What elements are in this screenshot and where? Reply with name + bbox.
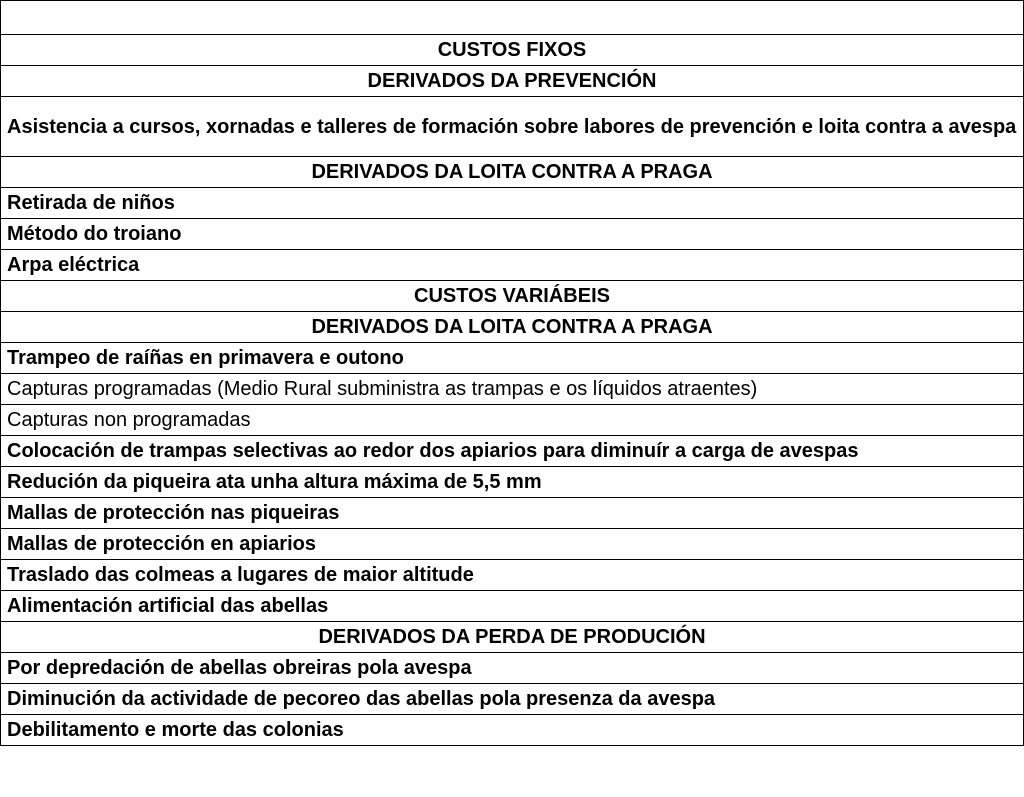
table-row: [1, 591, 1024, 622]
table-row: [1, 219, 1024, 250]
section-header-row: [1, 281, 1024, 312]
table-row: [1, 653, 1024, 684]
table-row: [1, 436, 1024, 467]
table-cell: Debilitamento e morte das colonias: [1, 715, 1024, 746]
table-row: [1, 684, 1024, 715]
table-cell: Capturas programadas (Medio Rural subministra as trampas e os líquidos atraentes): [1, 374, 1024, 405]
table-cell: Mallas de protección en apiarios: [1, 529, 1024, 560]
subsection-header-pest-control: DERIVADOS DA LOITA CONTRA A PRAGA: [1, 312, 1024, 343]
table-row: [1, 188, 1024, 219]
section-header-row: [1, 35, 1024, 66]
table-cell: Traslado das colmeas a lugares de maior altitude: [1, 560, 1024, 591]
subsection-header-pest-control: DERIVADOS DA LOITA CONTRA A PRAGA: [1, 157, 1024, 188]
table-row: [1, 374, 1024, 405]
table-row: [1, 97, 1024, 157]
table-row: [1, 498, 1024, 529]
table-row-empty: [1, 1, 1024, 35]
table-cell: Colocación de trampas selectivas ao redor dos apiarios para diminuír a carga de avespas: [1, 436, 1024, 467]
table-cell: Asistencia a cursos, xornadas e talleres de formación sobre labores de prevención e loita contra a avespa: [1, 97, 1024, 157]
table-cell: Trampeo de raíñas en primavera e outono: [1, 343, 1024, 374]
cost-table-body: [1, 1, 1024, 746]
table-row: [1, 343, 1024, 374]
section-header-variable-costs: CUSTOS VARIÁBEIS: [1, 281, 1024, 312]
table-cell: Arpa eléctrica: [1, 250, 1024, 281]
table-row: [1, 560, 1024, 591]
table-row: [1, 405, 1024, 436]
table-row: [1, 467, 1024, 498]
table-row: [1, 250, 1024, 281]
table-cell: Diminución da actividade de pecoreo das abellas pola presenza da avespa: [1, 684, 1024, 715]
table-cell: [1, 1, 1024, 35]
section-header-row: [1, 622, 1024, 653]
section-header-row: [1, 157, 1024, 188]
section-header-row: [1, 66, 1024, 97]
table-cell: Redución da piqueira ata unha altura máxima de 5,5 mm: [1, 467, 1024, 498]
subsection-header-prevention: DERIVADOS DA PREVENCIÓN: [1, 66, 1024, 97]
table-cell: Mallas de protección nas piqueiras: [1, 498, 1024, 529]
section-header-fixed-costs: CUSTOS FIXOS: [1, 35, 1024, 66]
table-cell: Método do troiano: [1, 219, 1024, 250]
section-header-row: [1, 312, 1024, 343]
table-cell: Capturas non programadas: [1, 405, 1024, 436]
table-cell: Retirada de niños: [1, 188, 1024, 219]
table-row: [1, 715, 1024, 746]
table-row: [1, 529, 1024, 560]
table-cell: Alimentación artificial das abellas: [1, 591, 1024, 622]
subsection-header-production-loss: DERIVADOS DA PERDA DE PRODUCIÓN: [1, 622, 1024, 653]
table-cell: Por depredación de abellas obreiras pola avespa: [1, 653, 1024, 684]
